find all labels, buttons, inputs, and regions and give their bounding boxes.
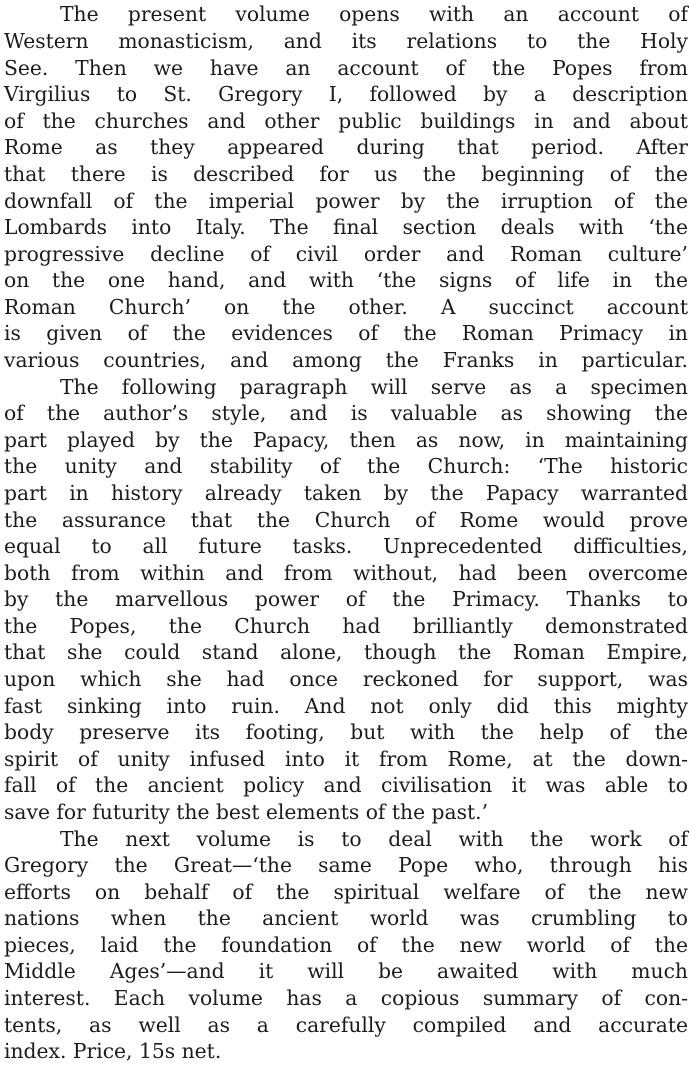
text-line: efforts on behalf of the spiritual welfare of the new xyxy=(4,880,688,904)
text-line: interest. Each volume has a copious summary of con- xyxy=(4,986,688,1010)
text-line: Virgilius to St. Gregory I, followed by a description xyxy=(4,82,688,106)
text-line: progressive decline of civil order and Roman culture’ xyxy=(4,242,688,266)
text-line: that there is described for us the beginning of the xyxy=(4,162,688,186)
text-line: the assurance that the Church of Rome would prove xyxy=(4,508,688,532)
text-line: the unity and stability of the Church: ‘The historic xyxy=(4,454,688,478)
text-line: Gregory the Great—‘the same Pope who, through his xyxy=(4,853,688,877)
text-line: fast sinking into ruin. And not only did this mighty xyxy=(4,694,688,718)
text-line: the Popes, the Church had brilliantly demonstrated xyxy=(4,614,688,638)
text-line: on the one hand, and with ‘the signs of life in the xyxy=(4,268,688,292)
text-line: save for futurity the best elements of the past.’ xyxy=(4,800,489,824)
text-line: downfall of the imperial power by the irruption of the xyxy=(4,189,688,213)
text-line: part played by the Papacy, then as now, in maintaining xyxy=(4,428,688,452)
text-line: by the marvellous power of the Primacy. Thanks to xyxy=(4,587,688,611)
text-line: of the churches and other public buildings in and about xyxy=(4,109,688,133)
text-line: Middle Ages’—and it will be awaited with much xyxy=(4,959,688,983)
text-line: of the author’s style, and is valuable as showing the xyxy=(4,401,688,425)
text-line: pieces, laid the foundation of the new world of the xyxy=(4,933,688,957)
text-line: body preserve its footing, but with the help of the xyxy=(4,720,688,744)
text-line: equal to all future tasks. Unprecedented difficulties, xyxy=(4,534,688,558)
text-line: both from within and from without, had been overcome xyxy=(4,561,688,585)
text-line: See. Then we have an account of the Popes from xyxy=(4,56,688,80)
text-line: Rome as they appeared during that period. After xyxy=(4,135,688,159)
text-line: The next volume is to deal with the work of xyxy=(60,827,688,851)
text-line: Roman Church’ on the other. A succinct account xyxy=(4,295,688,319)
text-line: various countries, and among the Franks in particular. xyxy=(4,348,688,372)
text-line: Western monasticism, and its relations to the Holy xyxy=(4,29,688,53)
text-line: fall of the ancient policy and civilisation it was able to xyxy=(4,773,688,797)
text-line: tents, as well as a carefully compiled and accurate xyxy=(4,1013,688,1037)
text-line: nations when the ancient world was crumbling to xyxy=(4,906,688,930)
text-line: upon which she had once reckoned for support, was xyxy=(4,667,688,691)
text-line: index. Price, 15s net. xyxy=(4,1039,222,1063)
text-line: spirit of unity infused into it from Rome, at the down- xyxy=(4,747,688,771)
text-line: The present volume opens with an account of xyxy=(60,2,688,26)
text-line: that she could stand alone, though the Roman Empire, xyxy=(4,640,688,664)
text-line: part in history already taken by the Papacy warranted xyxy=(4,481,688,505)
text-line: Lombards into Italy. The final section deals with ‘the xyxy=(4,215,688,239)
text-line: is given of the evidences of the Roman Primacy in xyxy=(4,321,688,345)
text-line: The following paragraph will serve as a specimen xyxy=(60,375,688,399)
